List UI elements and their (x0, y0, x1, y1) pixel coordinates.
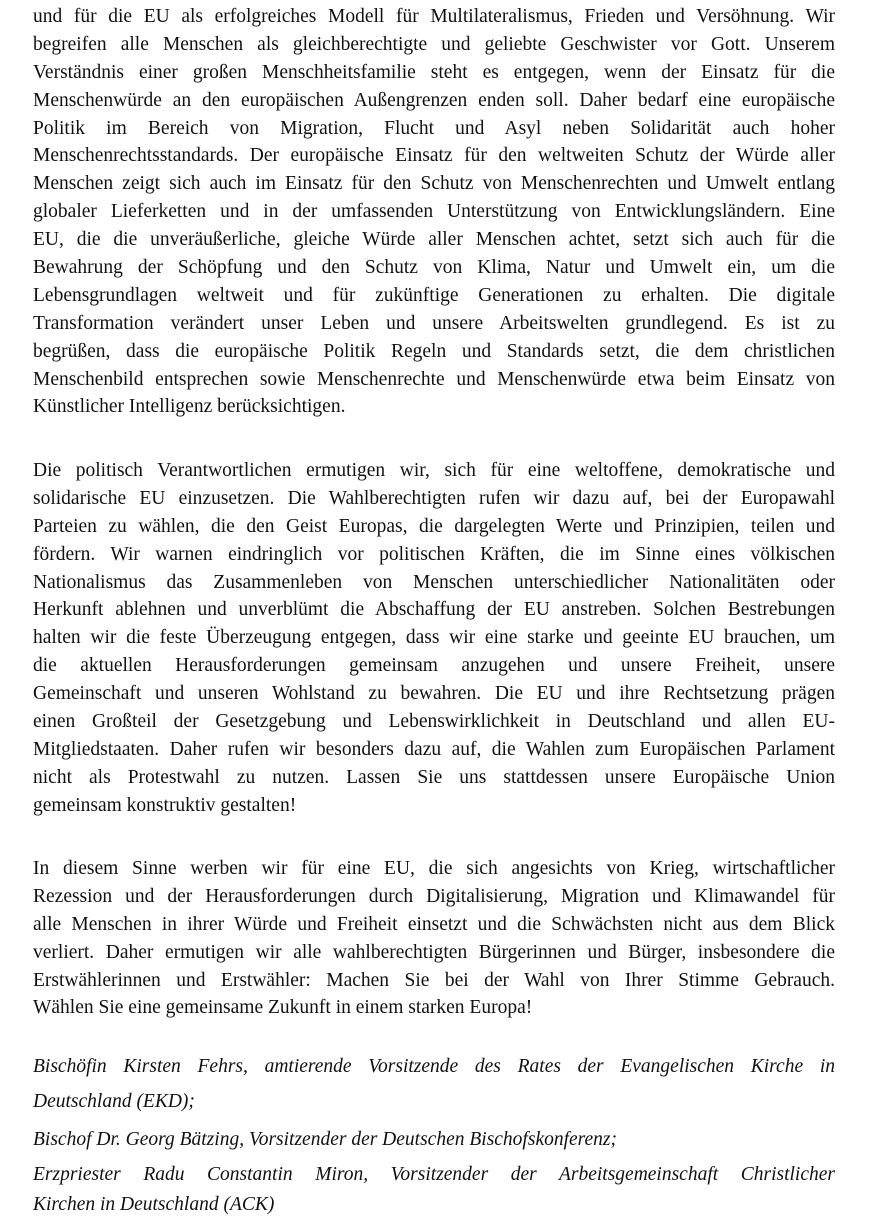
text-line: Gemeinschaft und unseren Wohlstand zu bewahren. Die EU und ihre Rechtsetzung prägen (33, 683, 835, 705)
text-line: verliert. Daher ermutigen wir alle wahlberechtigten Bürgerinnen und Bürger, insbesondere die (33, 941, 835, 963)
text-line: Politik im Bereich von Migration, Flucht und Asyl neben Solidarität auch hoher (33, 117, 835, 139)
text-line: Die politisch Verantwortlichen ermutigen wir, sich für eine weltoffene, demokratische und (33, 460, 835, 481)
text-line: fördern. Wir warnen eindringlich vor politischen Kräften, die im Sinne eines völkischen (33, 543, 835, 565)
text-line: Menschenwürde an den europäischen Außengrenzen enden soll. Daher bedarf eine europäische (33, 89, 835, 111)
text-line: Nationalismus das Zusammenleben von Menschen unterschiedlicher Nationalitäten oder (33, 571, 835, 593)
paragraph-1 (33, 3, 835, 421)
signatory-line: Kirchen in Deutschland (ACK) (33, 1194, 275, 1215)
text-line: nicht als Protestwahl zu nutzen. Lassen Sie uns stattdessen unsere Europäische Union (33, 766, 835, 788)
text-line: Herkunft ablehnen und unverblümt die Abschaffung der EU anstreben. Solchen Bestrebungen (33, 599, 835, 621)
text-line: Wählen Sie eine gemeinsame Zukunft in einem starken Europa! (33, 997, 533, 1019)
text-line: Parteien zu wählen, die den Geist Europas, die dargelegten Werte und Prinzipien, teilen und (33, 515, 835, 537)
text-line: In diesem Sinne werben wir für eine EU, die sich angesichts von Krieg, wirtschaftlicher (33, 858, 835, 879)
text-line: Menschenrechtsstandards. Der europäische Einsatz für den weltweiten Schutz der Würde aller (33, 145, 835, 167)
text-line: Lebensgrundlagen weltweit und für zukünftige Generationen zu erhalten. Die digitale (33, 284, 835, 306)
signatory-line: Deutschland (EKD); (33, 1090, 195, 1112)
text-line: Künstlicher Intelligenz berücksichtigen. (33, 396, 346, 418)
paragraph-3 (33, 855, 835, 1022)
text-line: Transformation verändert unser Leben und unsere Arbeitswelten grundlegend. Es ist zu (33, 312, 835, 334)
signatories (33, 1052, 835, 1221)
signatory-line: Erzpriester Radu Constantin Miron, Vorsitzender der Arbeitsgemeinschaft Christlicher (33, 1163, 835, 1185)
signatory-line: Bischof Dr. Georg Bätzing, Vorsitzender der Deutschen Bischofskonferenz; (33, 1129, 618, 1150)
text-line: Menschen zeigt sich auch im Einsatz für den Schutz von Menschenrechten und Umwelt entlang (33, 173, 835, 195)
text-line: Bewahrung der Schöpfung und den Schutz von Klima, Natur und Umwelt ein, um die (33, 257, 835, 279)
text-line: und für die EU als erfolgreiches Modell für Multilateralismus, Frieden und Versöhnung. Wir (33, 6, 835, 27)
text-line: globaler Lieferketten und in der umfassenden Unterstützung von Entwicklungsländern. Eine (33, 201, 835, 223)
text-line: einen Großteil der Gesetzgebung und Lebenswirklichkeit in Deutschland und allen EU- (33, 711, 835, 733)
paragraph-2 (33, 457, 835, 820)
text-line: Verständnis einer großen Menschheitsfamilie steht es entgegen, wenn der Einsatz für die (33, 61, 835, 83)
text-line: alle Menschen in ihrer Würde und Freiheit einsetzt und die Schwächsten nicht aus dem Blick (33, 913, 835, 935)
signatory-line: Bischöfin Kirsten Fehrs, amtierende Vorsitzende des Rates der Evangelischen Kirche in (33, 1056, 835, 1077)
text-line: Menschenbild entsprechen sowie Menschenrechte und Menschenwürde etwa beim Einsatz von (33, 368, 835, 390)
text-line: begrüßen, dass die europäische Politik Regeln und Standards setzt, die dem christlichen (33, 340, 835, 362)
text-line: EU, die die unveräußerliche, gleiche Würde aller Menschen achtet, setzt sich auch für die (33, 229, 835, 251)
text-line: begreifen alle Menschen als gleichberechtigte und geliebte Geschwister vor Gott. Unserem (33, 33, 835, 55)
text-line: die aktuellen Herausforderungen gemeinsam anzugehen und unsere Freiheit, unsere (33, 655, 835, 677)
text-line: Erstwählerinnen und Erstwähler: Machen Sie bei der Wahl von Ihrer Stimme Gebrauch. (33, 969, 835, 991)
text-line: Rezession und der Herausforderungen durch Digitalisierung, Migration und Klimawandel für (33, 885, 835, 907)
text-line: gemeinsam konstruktiv gestalten! (33, 794, 297, 816)
text-line: halten wir die feste Überzeugung entgegen, dass wir eine starke und geeinte EU brauchen, um (33, 627, 835, 649)
text-line: Mitgliedstaaten. Daher rufen wir besonders dazu auf, die Wahlen zum Europäischen Parlament (33, 738, 835, 760)
text-line: solidarische EU einzusetzen. Die Wahlberechtigten rufen wir dazu auf, bei der Europawahl (33, 487, 835, 509)
